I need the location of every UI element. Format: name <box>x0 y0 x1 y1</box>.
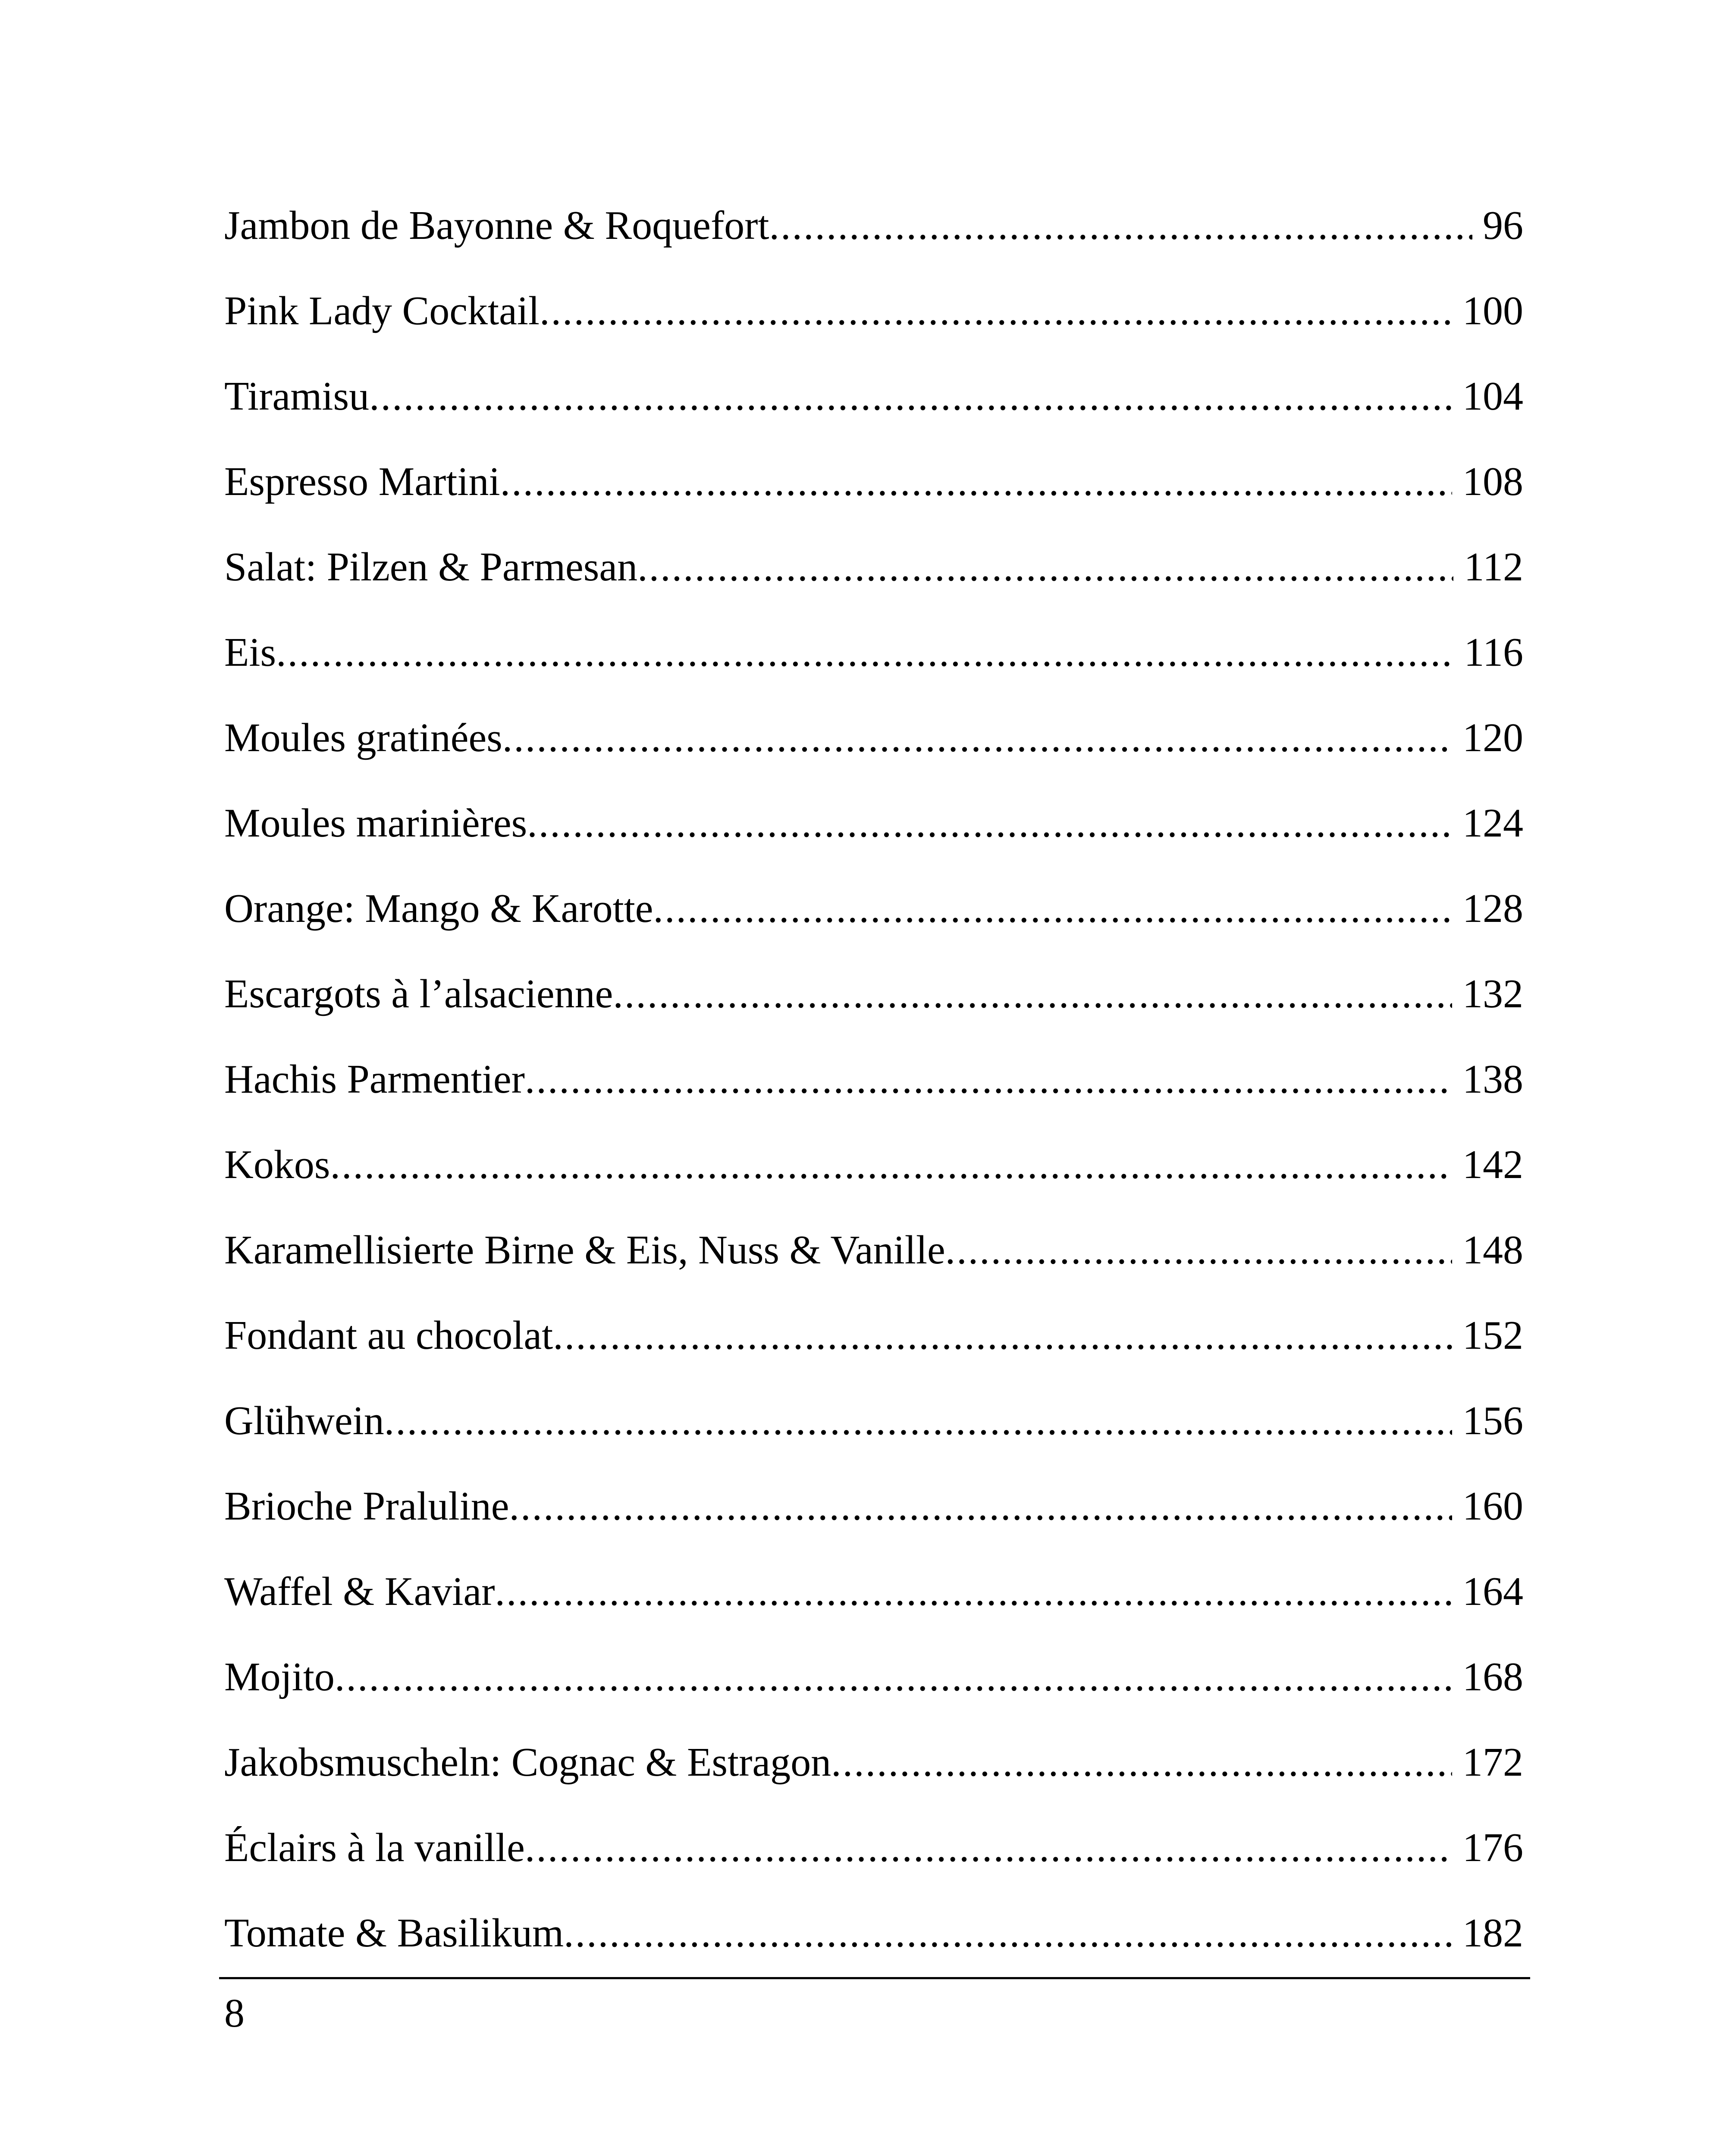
toc-entry-page: 116 <box>1464 630 1523 675</box>
toc-entry[interactable] <box>224 1222 1523 1307</box>
toc-dot-leader <box>945 1222 1452 1278</box>
toc-entry-title: Brioche Praluline <box>224 1484 509 1529</box>
toc-entry[interactable] <box>224 966 1523 1051</box>
toc-dot-leader <box>527 795 1452 851</box>
toc-entry-title: Tomate & Basilikum <box>224 1911 564 1955</box>
toc-entry-page: 138 <box>1462 1057 1523 1102</box>
toc-entry-page: 160 <box>1462 1484 1523 1529</box>
toc-entry-page: 182 <box>1462 1911 1523 1955</box>
toc-entry-page: 124 <box>1462 801 1523 846</box>
toc-dot-leader <box>384 1393 1452 1449</box>
toc-dot-leader <box>653 881 1452 937</box>
toc-dot-leader <box>330 1137 1452 1193</box>
toc-entry-title: Waffel & Kaviar <box>224 1569 495 1614</box>
toc-entry[interactable] <box>224 1051 1523 1137</box>
toc-entry-page: 128 <box>1462 886 1523 931</box>
toc-entry-title: Pink Lady Cocktail <box>224 288 540 333</box>
toc-entry-page: 112 <box>1464 545 1523 589</box>
toc-entry-title: Karamellisierte Birne & Eis, Nuss & Vanille <box>224 1228 945 1272</box>
toc-entry-title: Fondant au chocolat <box>224 1313 553 1358</box>
toc-entry-page: 164 <box>1462 1569 1523 1614</box>
toc-entry-page: 172 <box>1462 1740 1523 1785</box>
toc-dot-leader <box>540 283 1452 339</box>
toc-entry-title: Jakobsmuscheln: Cognac & Estragon <box>224 1740 831 1785</box>
toc-entry-page: 132 <box>1462 971 1523 1016</box>
toc-entry-title: Espresso Martini <box>224 459 500 504</box>
toc-dot-leader <box>502 710 1452 766</box>
toc-dot-leader <box>553 1307 1452 1363</box>
toc-entry-page: 108 <box>1462 459 1523 504</box>
toc-entry-title: Éclairs à la vanille <box>224 1825 525 1870</box>
toc-entry[interactable] <box>224 795 1523 881</box>
toc-dot-leader <box>500 454 1452 510</box>
toc-entry[interactable] <box>224 710 1523 795</box>
toc-entry-title: Glühwein <box>224 1398 384 1443</box>
toc-entry-page: 104 <box>1462 374 1523 419</box>
toc-entry[interactable] <box>224 1478 1523 1564</box>
toc-dot-leader <box>276 624 1453 680</box>
toc-dot-leader <box>769 197 1472 254</box>
toc-entry[interactable] <box>224 454 1523 539</box>
toc-entry-title: Moules gratinées <box>224 715 502 760</box>
toc-dot-leader <box>509 1478 1452 1534</box>
toc-entry[interactable] <box>224 1307 1523 1393</box>
toc-entry[interactable] <box>224 624 1523 710</box>
toc-dot-leader <box>369 368 1452 424</box>
toc-entry-title: Salat: Pilzen & Parmesan <box>224 545 638 589</box>
toc-entry-page: 176 <box>1462 1825 1523 1870</box>
toc-dot-leader <box>495 1564 1452 1620</box>
toc-entry-title: Moules marinières <box>224 801 527 846</box>
toc-entry-page: 100 <box>1462 288 1523 333</box>
page-number: 8 <box>224 1991 245 2036</box>
toc-dot-leader <box>831 1734 1452 1790</box>
toc-entry-title: Escargots à l’alsacienne <box>224 971 613 1016</box>
toc-entry-title: Hachis Parmentier <box>224 1057 525 1102</box>
toc-entry-page: 156 <box>1462 1398 1523 1443</box>
toc-entry-title: Orange: Mango & Karotte <box>224 886 653 931</box>
table-of-contents <box>224 197 1523 1990</box>
toc-entry[interactable] <box>224 1734 1523 1820</box>
toc-entry-page: 96 <box>1483 203 1523 248</box>
toc-dot-leader <box>637 539 1453 595</box>
toc-entry-title: Mojito <box>224 1655 335 1699</box>
toc-dot-leader <box>564 1905 1452 1961</box>
toc-entry[interactable] <box>224 197 1523 283</box>
toc-dot-leader <box>525 1820 1452 1876</box>
toc-entry-title: Eis <box>224 630 276 675</box>
toc-dot-leader <box>613 966 1452 1022</box>
toc-entry-page: 168 <box>1462 1655 1523 1699</box>
toc-entry[interactable] <box>224 1137 1523 1222</box>
toc-dot-leader <box>335 1649 1452 1705</box>
toc-entry-title: Kokos <box>224 1142 330 1187</box>
toc-entry[interactable] <box>224 283 1523 368</box>
toc-entry[interactable] <box>224 539 1523 624</box>
toc-entry-title: Jambon de Bayonne & Roquefort <box>224 203 769 248</box>
toc-entry[interactable] <box>224 1649 1523 1734</box>
toc-entry-page: 152 <box>1462 1313 1523 1358</box>
toc-entry[interactable] <box>224 1393 1523 1478</box>
toc-entry-title: Tiramisu <box>224 374 370 419</box>
toc-entry[interactable] <box>224 1564 1523 1649</box>
footer-divider <box>219 1977 1530 1979</box>
toc-entry[interactable] <box>224 1820 1523 1905</box>
toc-entry-page: 142 <box>1462 1142 1523 1187</box>
toc-entry-page: 120 <box>1462 715 1523 760</box>
toc-entry[interactable] <box>224 368 1523 454</box>
toc-entry-page: 148 <box>1462 1228 1523 1272</box>
toc-entry[interactable] <box>224 881 1523 966</box>
toc-dot-leader <box>525 1051 1452 1107</box>
